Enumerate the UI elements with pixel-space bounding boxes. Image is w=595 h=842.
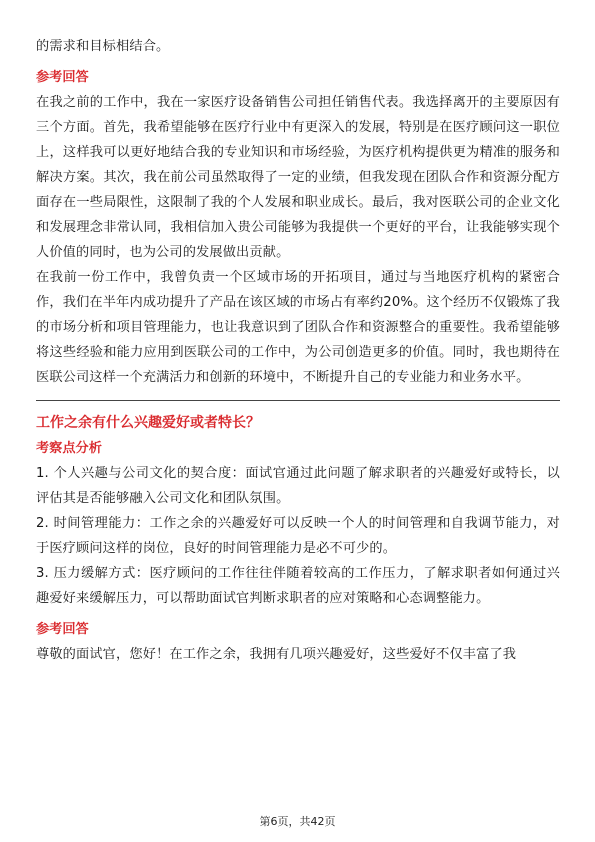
continued-paragraph: 的需求和目标相结合。: [36, 39, 170, 54]
question-title: 工作之余有什么兴趣爱好或者特长？: [36, 415, 260, 431]
reference-answer-heading: 参考回答: [36, 70, 89, 85]
analysis-point: 3. 压力缓解方式：医疗顾问的工作往往伴随着较高的工作压力，了解求职者如何通过兴趣爱好来缓解压力，可以帮助面试官判断求职者的应对策略和心态调整能力。: [36, 566, 560, 606]
analysis-heading: 考察点分析: [36, 441, 102, 456]
answer-paragraph: 尊敬的面试官，您好！在工作之余，我拥有几项兴趣爱好，这些爱好不仅丰富了我: [36, 647, 517, 662]
section-divider: [36, 400, 560, 401]
answer-paragraph: 在我之前的工作中，我在一家医疗设备销售公司担任销售代表。我选择离开的主要原因有三个方面。首先，我希望能够在医疗行业中有更深入的发展，特别是在医疗顾问这一职位上，这样我可以更好地结合我的专业知识和市场经验，为医疗机构提供更为精准的服务和解决方案。其次，我在前公司虽然取得了一定的业绩，但我发现在团队合作和资源分配方面存在一些局限性，这限制了我的个人发展和职业成长。最后，我对医联公司的企业文化和发展理念非常认同，我相信加入贵公司能够为我提供一个更好的平台，让我能够实现个人价值的同时，也为公司的发展做出贡献。: [36, 95, 560, 260]
page-number-footer: 第6页，共42页: [259, 815, 336, 828]
answer-paragraph: 在我前一份工作中，我曾负责一个区域市场的开拓项目，通过与当地医疗机构的紧密合作，我们在半年内成功提升了产品在该区域的市场占有率约20%。这个经历不仅锻炼了我的市场分析和项目管理能力，也让我意识到了团队合作和资源整合的重要性。我希望能够将这些经验和能力应用到医联公司的工作中，为公司创造更多的价值。同时，我也期待在医联公司这样一个充满活力和创新的环境中，不断提升自己的专业能力和业务水平。: [36, 270, 560, 385]
page-content: [36, 34, 560, 667]
analysis-point: 1. 个人兴趣与公司文化的契合度：面试官通过此问题了解求职者的兴趣爱好或特长，以评估其是否能够融入公司文化和团队氛围。: [36, 466, 560, 506]
reference-answer-heading: 参考回答: [36, 622, 89, 637]
analysis-point: 2. 时间管理能力：工作之余的兴趣爱好可以反映一个人的时间管理和自我调节能力，对于医疗顾问这样的岗位，良好的时间管理能力是必不可少的。: [36, 516, 560, 556]
